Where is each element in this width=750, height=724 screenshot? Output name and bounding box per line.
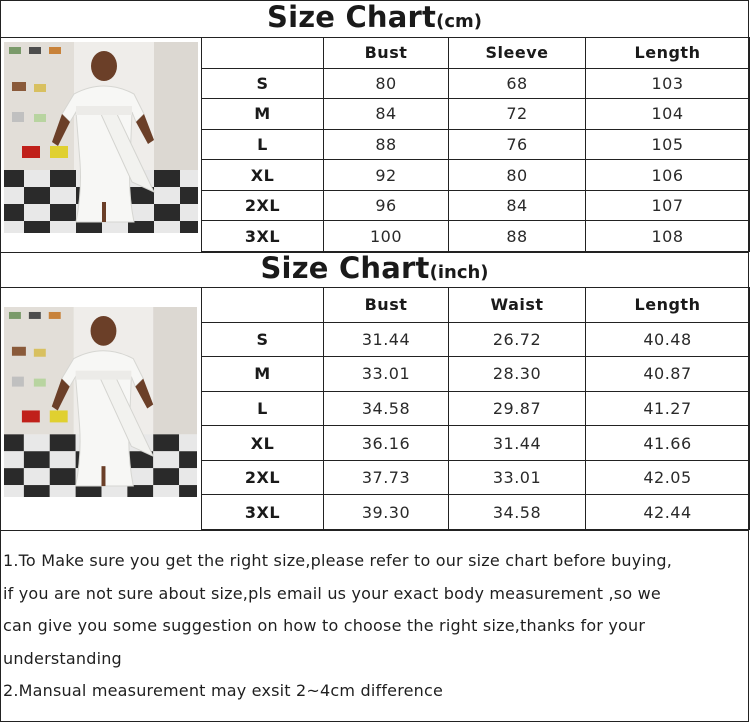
- measurement-cell: 26.72: [449, 322, 586, 357]
- size-label: L: [202, 129, 324, 160]
- size-label: XL: [202, 426, 324, 461]
- size-label: 2XL: [202, 460, 324, 495]
- table-row: [202, 322, 750, 357]
- cm-title-unit: (cm): [436, 11, 483, 32]
- header-row: [202, 38, 750, 69]
- measurement-cell: 40.87: [586, 357, 750, 392]
- size-label: 3XL: [202, 221, 324, 252]
- header-row: [202, 288, 750, 323]
- measurement-cell: 37.73: [324, 460, 449, 495]
- size-label: XL: [202, 160, 324, 191]
- table-row: [202, 160, 750, 191]
- measurement-cell: 29.87: [449, 391, 586, 426]
- measurement-cell: 107: [586, 190, 750, 221]
- inch-title-text: Size Chart: [260, 251, 430, 285]
- size-label: 2XL: [202, 190, 324, 221]
- note-line: if you are not sure about size,pls email us your exact body measurement ,so we: [3, 583, 661, 603]
- measurement-cell: 28.30: [449, 357, 586, 392]
- notes-section: [3, 545, 743, 708]
- measurement-cell: 92: [324, 160, 449, 191]
- measurement-cell: 42.44: [586, 495, 750, 530]
- measurement-cell: 33.01: [449, 460, 586, 495]
- measurement-cell: 80: [449, 160, 586, 191]
- inch-size-table: [201, 287, 750, 530]
- column-header: Length: [586, 38, 750, 69]
- column-header: Sleeve: [449, 38, 586, 69]
- measurement-cell: 36.16: [324, 426, 449, 461]
- product-photo-inch: [4, 307, 197, 497]
- measurement-cell: 88: [449, 221, 586, 252]
- column-header: Waist: [449, 288, 586, 323]
- note-line: understanding: [3, 648, 122, 668]
- measurement-cell: 104: [586, 99, 750, 130]
- size-label: M: [202, 357, 324, 392]
- table-row: [202, 495, 750, 530]
- measurement-cell: 68: [449, 68, 586, 99]
- measurement-cell: 31.44: [324, 322, 449, 357]
- inch-chart-title: [0, 251, 749, 285]
- inch-title-unit: (inch): [429, 262, 489, 283]
- measurement-cell: 39.30: [324, 495, 449, 530]
- measurement-cell: 108: [586, 221, 750, 252]
- table-row: [202, 99, 750, 130]
- measurement-cell: 80: [324, 68, 449, 99]
- measurement-cell: 41.66: [586, 426, 750, 461]
- measurement-cell: 96: [324, 190, 449, 221]
- table-row: [202, 357, 750, 392]
- table-row: [202, 426, 750, 461]
- measurement-cell: 88: [324, 129, 449, 160]
- cm-title-text: Size Chart: [266, 0, 437, 34]
- measurement-cell: 41.27: [586, 391, 750, 426]
- measurement-cell: 40.48: [586, 322, 750, 357]
- divider: [0, 530, 749, 531]
- column-header: Bust: [324, 38, 449, 69]
- cm-size-table: [201, 37, 750, 252]
- table-row: [202, 460, 750, 495]
- size-label: L: [202, 391, 324, 426]
- measurement-cell: 100: [324, 221, 449, 252]
- size-label: M: [202, 99, 324, 130]
- product-photo-cm: [4, 42, 198, 233]
- note-line: 2.Mansual measurement may exsit 2~4cm difference: [3, 681, 444, 700]
- measurement-cell: 34.58: [449, 495, 586, 530]
- size-label: S: [202, 322, 324, 357]
- column-header: Bust: [324, 288, 449, 323]
- corner-cell: [202, 38, 324, 69]
- measurement-cell: 84: [324, 99, 449, 130]
- measurement-cell: 105: [586, 129, 750, 160]
- size-label: S: [202, 68, 324, 99]
- measurement-cell: 76: [449, 129, 586, 160]
- table-row: [202, 129, 750, 160]
- measurement-cell: 31.44: [449, 426, 586, 461]
- size-label: 3XL: [202, 495, 324, 530]
- measurement-cell: 33.01: [324, 357, 449, 392]
- corner-cell: [202, 288, 324, 323]
- table-row: [202, 68, 750, 99]
- note-line: 1.To Make sure you get the right size,please refer to our size chart before buying,: [3, 551, 673, 570]
- table-row: [202, 190, 750, 221]
- measurement-cell: 72: [449, 99, 586, 130]
- table-row: [202, 221, 750, 252]
- measurement-cell: 84: [449, 190, 586, 221]
- column-header: Length: [586, 288, 750, 323]
- measurement-cell: 42.05: [586, 460, 750, 495]
- measurement-cell: 34.58: [324, 391, 449, 426]
- cm-chart-title: [0, 0, 749, 34]
- measurement-cell: 103: [586, 68, 750, 99]
- measurement-cell: 106: [586, 160, 750, 191]
- table-row: [202, 391, 750, 426]
- note-line: can give you some suggestion on how to choose the right size,thanks for your: [3, 616, 646, 635]
